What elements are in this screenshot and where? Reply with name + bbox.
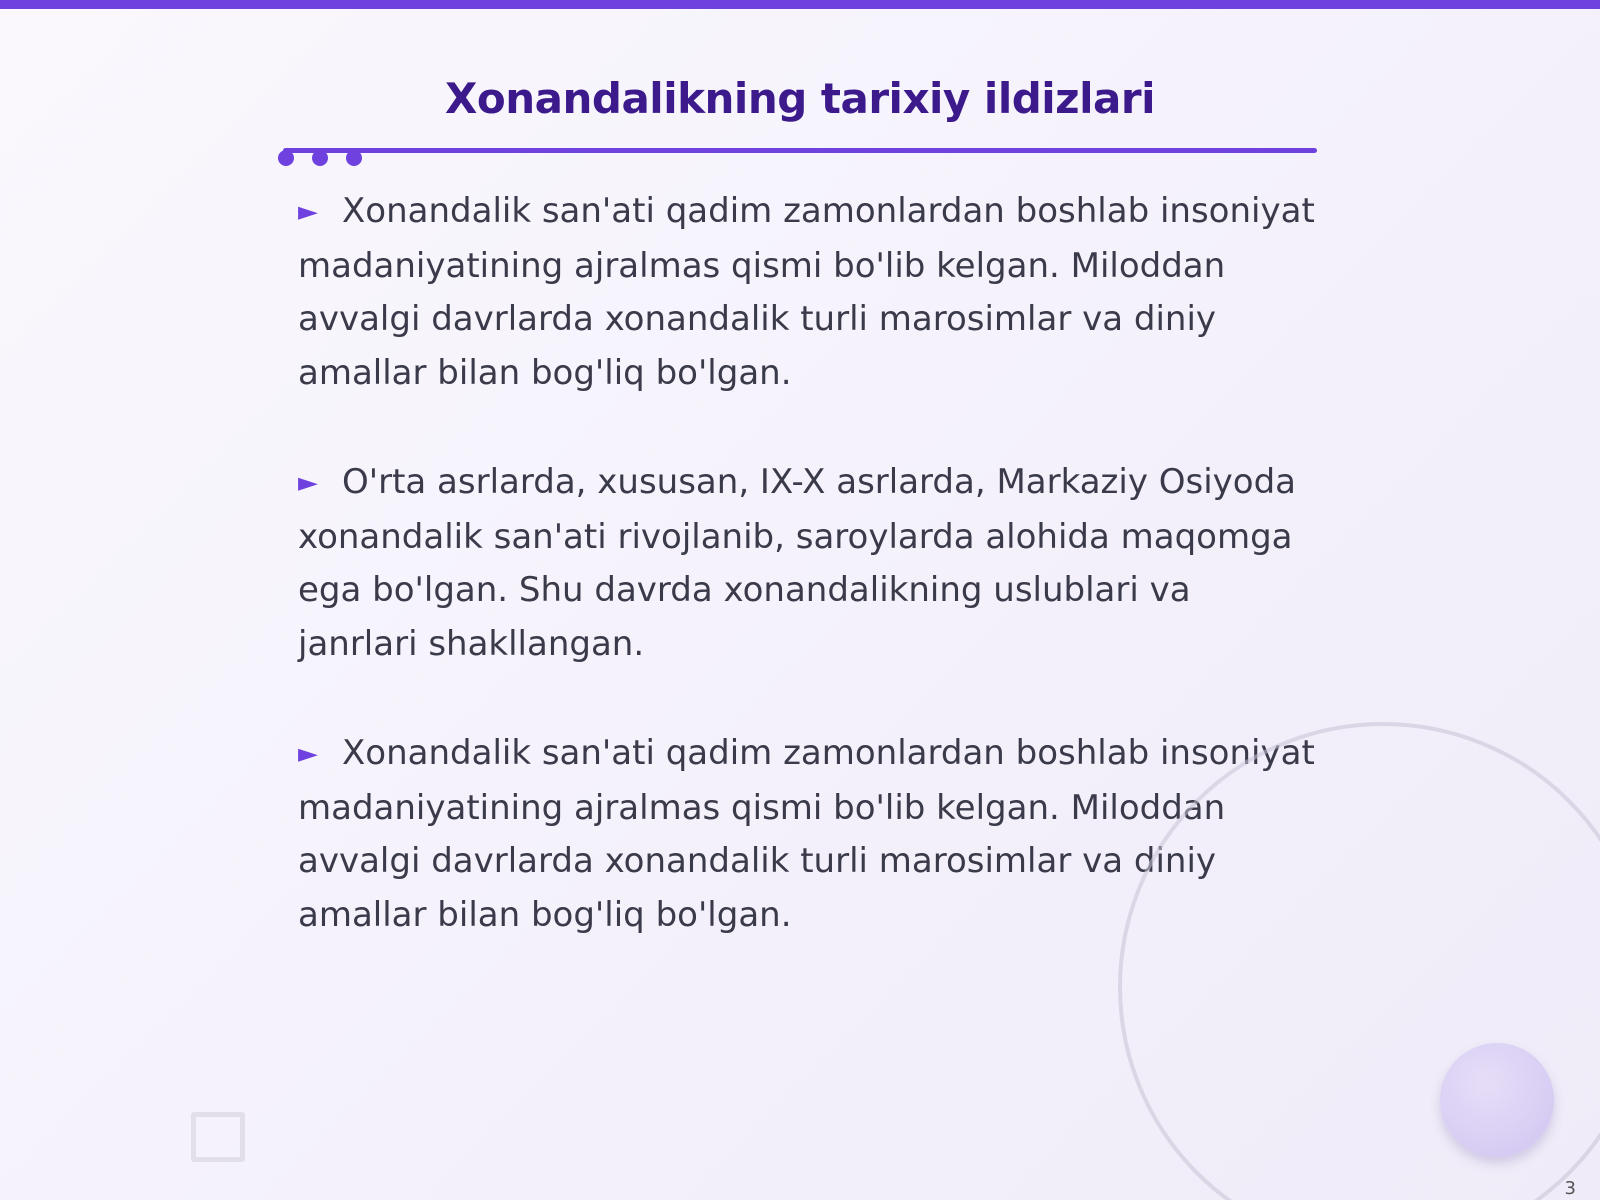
bullet-text: O'rta asrlarda, xususan, IX-X asrlarda, Markaziy Osiyoda xonandalik san'ati rivojlanib, saroylarda alohida maqomga ega bo'lgan. Shu davrda xonandalikning uslublari va janrlari shakllangan. <box>298 462 1297 664</box>
decorative-dot <box>312 150 328 166</box>
page-number: 3 <box>1564 1178 1576 1199</box>
decorative-dot <box>346 150 362 166</box>
triangle-bullet-icon: ► <box>298 197 318 227</box>
decorative-dot <box>278 150 294 166</box>
triangle-bullet-icon: ► <box>298 468 318 498</box>
decorative-square <box>191 1112 245 1162</box>
bullet-item <box>298 185 1318 400</box>
bullet-item <box>298 456 1318 671</box>
bullet-text: Xonandalik san'ati qadim zamonlardan boshlab insoniyat madaniyatining ajralmas qismi bo'lib kelgan. Miloddan avvalgi davrlarda xonandalik turli marosimlar va diniy amallar bilan bog'liq bo'lgan. <box>298 733 1315 935</box>
decorative-disc <box>1440 1043 1554 1157</box>
bullet-text: Xonandalik san'ati qadim zamonlardan boshlab insoniyat madaniyatining ajralmas qismi bo'lib kelgan. Miloddan avvalgi davrlarda xonandalik turli marosimlar va diniy amallar bilan bog'liq bo'lgan. <box>298 191 1315 393</box>
title-underline <box>283 148 1317 153</box>
triangle-bullet-icon: ► <box>298 739 318 769</box>
slide-title: Xonandalikning tarixiy ildizlari <box>445 74 1155 123</box>
top-accent-bar <box>0 0 1600 9</box>
